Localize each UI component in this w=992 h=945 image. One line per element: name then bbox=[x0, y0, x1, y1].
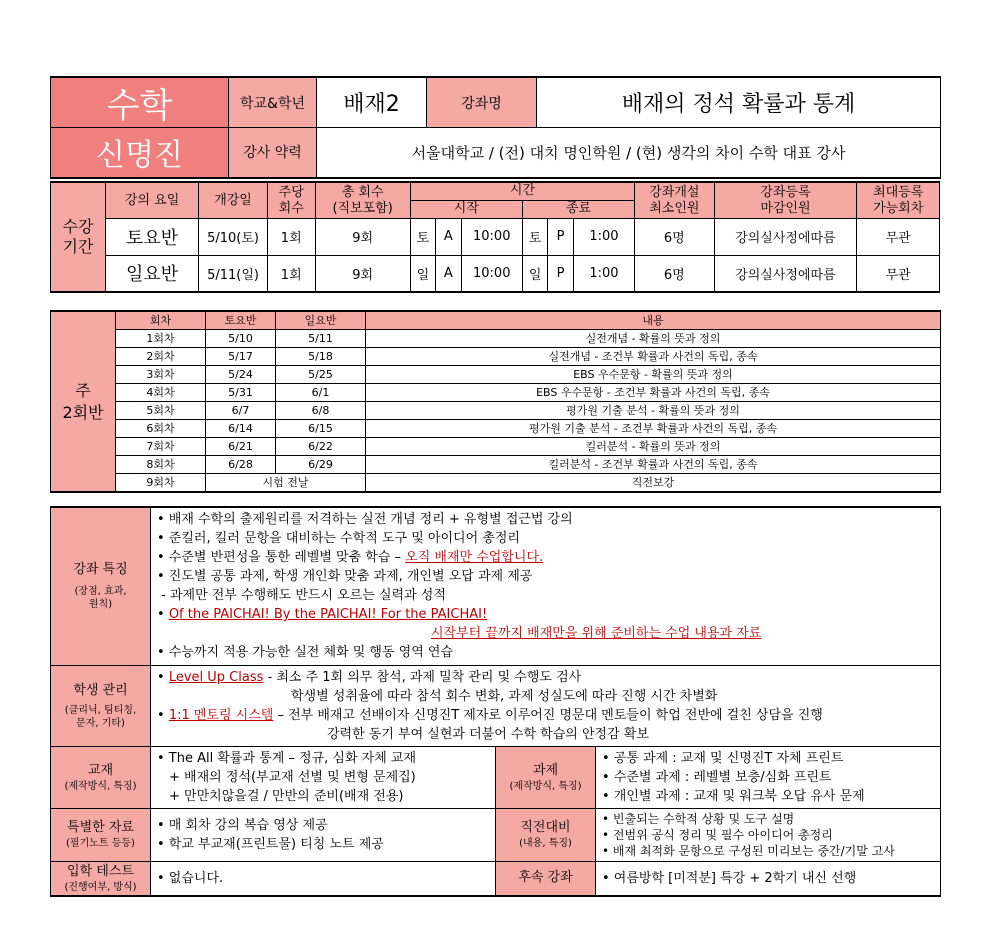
homework-label-text: 과제 bbox=[532, 762, 559, 778]
table-row bbox=[51, 330, 941, 348]
start-date: 5/10(토) bbox=[199, 219, 268, 256]
content: 평가원 기출 분석 - 조건부 확률과 사건의 독립, 종속 bbox=[366, 420, 941, 438]
features-content bbox=[151, 507, 941, 665]
end-time: 1:00 bbox=[573, 255, 634, 292]
min-enroll: 6명 bbox=[635, 219, 714, 256]
management-label-text: 학생 관리 bbox=[73, 682, 128, 698]
career-label: 강사 약력 bbox=[229, 128, 317, 178]
textbook-line: + 만만치않을걸 / 만반의 준비(배재 전용) bbox=[169, 788, 404, 804]
sat-date: 6/7 bbox=[206, 402, 276, 420]
management-line bbox=[157, 668, 936, 687]
final-label bbox=[496, 808, 596, 861]
final-label-sub: (내용, 특징) bbox=[519, 838, 572, 849]
col-day: 강의 요일 bbox=[106, 182, 199, 219]
textbook-line: • The All 확률과 통계 – 정규, 심화 자체 교재 bbox=[157, 750, 417, 766]
sat-date: 6/28 bbox=[206, 456, 276, 474]
textbook-label-text: 교재 bbox=[87, 762, 114, 778]
total-count: 9회 bbox=[315, 219, 410, 256]
entrance-value: • 없습니다. bbox=[151, 861, 496, 896]
feature-line bbox=[157, 548, 936, 567]
teacher-name: 신명진 bbox=[51, 128, 229, 178]
content: 킬러분석 - 확률의 뜻과 정의 bbox=[366, 438, 941, 456]
feature-line-text: • 수준별 반편성을 통한 레벨별 맞춤 학습 – bbox=[157, 550, 406, 566]
management-label-sub: (클리닉, 팀티칭, 문자, 기타) bbox=[64, 704, 137, 729]
course-value: 배재의 정석 확률과 통계 bbox=[537, 77, 941, 128]
period-label: 수강 기간 bbox=[51, 182, 106, 292]
col-max: 최대등록 가능회차 bbox=[857, 182, 940, 219]
sun-date: 5/25 bbox=[276, 366, 366, 384]
management-label bbox=[51, 665, 151, 746]
schedule-table bbox=[50, 181, 940, 293]
final-content bbox=[596, 808, 941, 861]
sat-date: 5/17 bbox=[206, 348, 276, 366]
feature-line bbox=[157, 624, 936, 643]
entrance-label-sub: (진행여부, 방식) bbox=[64, 881, 137, 893]
max-enroll: 무관 bbox=[857, 219, 940, 256]
weekly-count: 1회 bbox=[267, 255, 315, 292]
features-label bbox=[51, 507, 151, 665]
management-line-text: • bbox=[157, 669, 169, 685]
round: 6회차 bbox=[116, 420, 206, 438]
special-label bbox=[51, 808, 151, 861]
content: EBS 우수문항 - 조건부 확률과 사건의 독립, 종속 bbox=[366, 384, 941, 402]
final-line: • 빈출되는 수학적 상황 및 도구 설명 bbox=[602, 811, 795, 826]
feature-line: • 준킬러, 킬러 문항을 대비하는 수학적 도구 및 아이디어 총정리 bbox=[157, 531, 520, 547]
end-ampm: P bbox=[548, 219, 573, 256]
textbook-label-sub: (제작방식, 특징) bbox=[64, 780, 137, 792]
mentoring-system: 1:1 멘토링 시스템 bbox=[168, 707, 274, 723]
special-content bbox=[151, 808, 496, 861]
management-content bbox=[151, 665, 941, 746]
table-row bbox=[51, 438, 941, 456]
feature-line: • 수능까지 적용 가능한 실전 체화 및 행동 영역 연습 bbox=[157, 645, 454, 661]
sun-date: 6/15 bbox=[276, 420, 366, 438]
textbook-content bbox=[151, 746, 496, 808]
weekly-count: 1회 bbox=[267, 219, 315, 256]
sun-date: 6/8 bbox=[276, 402, 366, 420]
course-label: 강좌명 bbox=[427, 77, 537, 128]
table-row bbox=[51, 366, 941, 384]
school-value: 배재2 bbox=[317, 77, 427, 128]
special-line: • 학교 부교재(프린트물) 티칭 노트 제공 bbox=[157, 836, 384, 852]
class-name: 토요반 bbox=[106, 219, 199, 256]
start-date: 5/11(일) bbox=[199, 255, 268, 292]
homework-content bbox=[596, 746, 941, 808]
col-sat: 토요반 bbox=[206, 311, 276, 330]
exam-eve: 시험 전날 bbox=[206, 474, 366, 493]
round: 8회차 bbox=[116, 456, 206, 474]
level-up-class: Level Up Class bbox=[168, 669, 264, 685]
col-round: 회차 bbox=[116, 311, 206, 330]
entrance-label-text: 입학 테스트 bbox=[67, 863, 134, 879]
content: 실전개념 - 확률의 뜻과 정의 bbox=[366, 330, 941, 348]
col-sun: 일요반 bbox=[276, 311, 366, 330]
management-line: 강력한 동기 부여 실현과 더불어 수학 학습의 안정감 확보 bbox=[327, 726, 649, 742]
round: 2회차 bbox=[116, 348, 206, 366]
round: 1회차 bbox=[116, 330, 206, 348]
homework-line: • 개인별 과제 : 교재 및 워크북 오답 유사 문제 bbox=[602, 788, 865, 804]
content: 직전보강 bbox=[366, 474, 941, 493]
weekly-plan-table bbox=[50, 310, 941, 493]
content: 킬러분석 - 조건부 확률과 사건의 독립, 종속 bbox=[366, 456, 941, 474]
school-label: 학교&학년 bbox=[229, 77, 317, 128]
col-time-start: 시작 bbox=[410, 200, 522, 218]
final-line: • 배재 최적화 문항으로 구성된 미리보는 중간/기말 고사 bbox=[602, 843, 895, 858]
start-time: 10:00 bbox=[461, 219, 522, 256]
features-label-sub: (장점, 효과, 원칙) bbox=[74, 586, 127, 611]
min-enroll: 6명 bbox=[635, 255, 714, 292]
homework-line: • 수준별 과제 : 레벨별 보충/심화 프린트 bbox=[602, 769, 832, 785]
feature-slogan-sub: 시작부터 끝까지 배재만을 위해 준비하는 수업 내용과 자료 bbox=[431, 626, 762, 642]
feature-line: - 과제만 전부 수행해도 반드시 오르는 실력과 성적 bbox=[157, 588, 446, 604]
sat-date: 6/14 bbox=[206, 420, 276, 438]
subject-title: 수학 bbox=[51, 77, 229, 128]
feature-line: • 배재 수학의 출제원리를 저격하는 실전 개념 정리 + 유형별 접근법 강의 bbox=[157, 512, 573, 528]
special-line: • 매 회차 강의 복습 영상 제공 bbox=[157, 817, 328, 833]
management-line-text: - 최소 주 1회 의무 참석, 과제 밀착 관리 및 수행도 검사 bbox=[263, 669, 582, 685]
table-row bbox=[51, 219, 940, 256]
table-row bbox=[51, 384, 941, 402]
followup-value: • 여름방학 [미적분] 특강 + 2학기 내신 선행 bbox=[596, 861, 941, 896]
start-day: 일 bbox=[410, 255, 435, 292]
end-ampm: P bbox=[548, 255, 573, 292]
max-enroll: 무관 bbox=[857, 255, 940, 292]
deadline-enroll: 강의실사정에따름 bbox=[714, 219, 857, 256]
table-row bbox=[51, 456, 941, 474]
table-row bbox=[51, 402, 941, 420]
end-time: 1:00 bbox=[573, 219, 634, 256]
feature-line bbox=[157, 605, 936, 624]
management-line: 학생별 성취율에 따라 참석 회수 변화, 과제 성실도에 따라 진행 시간 차별화 bbox=[291, 688, 718, 704]
entrance-label bbox=[51, 861, 151, 896]
table-row bbox=[51, 420, 941, 438]
total-count: 9회 bbox=[315, 255, 410, 292]
sat-date: 6/21 bbox=[206, 438, 276, 456]
deadline-enroll: 강의실사정에따름 bbox=[714, 255, 857, 292]
col-time: 시간 bbox=[410, 182, 634, 200]
textbook-label bbox=[51, 746, 151, 808]
special-label-sub: (필기노트 등등) bbox=[66, 838, 135, 849]
end-day: 토 bbox=[522, 219, 547, 256]
round: 5회차 bbox=[116, 402, 206, 420]
content: 평가원 기출 분석 - 확률의 뜻과 정의 bbox=[366, 402, 941, 420]
table-row bbox=[51, 348, 941, 366]
special-label-text: 특별한 자료 bbox=[67, 820, 134, 835]
col-deadline: 강좌등록 마감인원 bbox=[714, 182, 857, 219]
weekly-label: 주 2회반 bbox=[51, 311, 116, 492]
round: 7회차 bbox=[116, 438, 206, 456]
sun-date: 6/22 bbox=[276, 438, 366, 456]
course-header-table bbox=[50, 76, 941, 179]
feature-line-text: • bbox=[157, 607, 169, 623]
features-label-text: 강좌 특징 bbox=[73, 562, 128, 578]
col-min: 강좌개설 최소인원 bbox=[635, 182, 714, 219]
final-line: • 전범위 공식 정리 및 필수 아이디어 총정리 bbox=[602, 827, 833, 842]
start-day: 토 bbox=[410, 219, 435, 256]
class-name: 일요반 bbox=[106, 255, 199, 292]
sun-date: 5/11 bbox=[276, 330, 366, 348]
col-start: 개강일 bbox=[199, 182, 268, 219]
homework-line: • 공통 과제 : 교재 및 신명진T 자체 프린트 bbox=[602, 750, 844, 766]
followup-label: 후속 강좌 bbox=[496, 861, 596, 896]
round: 9회차 bbox=[116, 474, 206, 493]
round: 3회차 bbox=[116, 366, 206, 384]
feature-highlight: 오직 배재만 수업합니다. bbox=[405, 550, 544, 566]
sat-date: 5/10 bbox=[206, 330, 276, 348]
table-row bbox=[51, 255, 940, 292]
sun-date: 6/29 bbox=[276, 456, 366, 474]
course-details-table bbox=[50, 506, 941, 897]
end-day: 일 bbox=[522, 255, 547, 292]
management-line-text: – 전부 배재고 선배이자 신명진T 제자로 이루어진 명문대 멘토들이 학업 전반에 걸친 상담을 진행 bbox=[273, 707, 823, 723]
col-time-end: 종료 bbox=[522, 200, 634, 218]
round: 4회차 bbox=[116, 384, 206, 402]
management-line bbox=[157, 706, 936, 725]
textbook-line: + 배재의 정석(부교재 선별 및 변형 문제집) bbox=[169, 769, 416, 785]
sat-date: 5/31 bbox=[206, 384, 276, 402]
content: EBS 우수문항 - 확률의 뜻과 정의 bbox=[366, 366, 941, 384]
content: 실전개념 - 조건부 확률과 사건의 독립, 종속 bbox=[366, 348, 941, 366]
table-row bbox=[51, 474, 941, 493]
feature-slogan: Of the PAICHAI! By the PAICHAI! For the PAICHAI! bbox=[168, 607, 488, 623]
homework-label-sub: (제작방식, 특징) bbox=[509, 780, 582, 792]
homework-label bbox=[496, 746, 596, 808]
final-label-text: 직전대비 bbox=[520, 820, 571, 835]
sat-date: 5/24 bbox=[206, 366, 276, 384]
feature-line: • 진도별 공통 과제, 학생 개인화 맞춤 과제, 개인별 오답 과제 제공 bbox=[157, 569, 533, 585]
col-content: 내용 bbox=[366, 311, 941, 330]
career-value: 서울대학교 / (전) 대치 명인학원 / (현) 생각의 차이 수학 대표 강사 bbox=[317, 128, 941, 178]
management-line-text: • bbox=[157, 707, 169, 723]
start-ampm: A bbox=[436, 255, 461, 292]
sun-date: 5/18 bbox=[276, 348, 366, 366]
col-total: 총 회수 (직보포함) bbox=[315, 182, 410, 219]
col-weekly: 주당 회수 bbox=[267, 182, 315, 219]
start-ampm: A bbox=[436, 219, 461, 256]
start-time: 10:00 bbox=[461, 255, 522, 292]
sun-date: 6/1 bbox=[276, 384, 366, 402]
